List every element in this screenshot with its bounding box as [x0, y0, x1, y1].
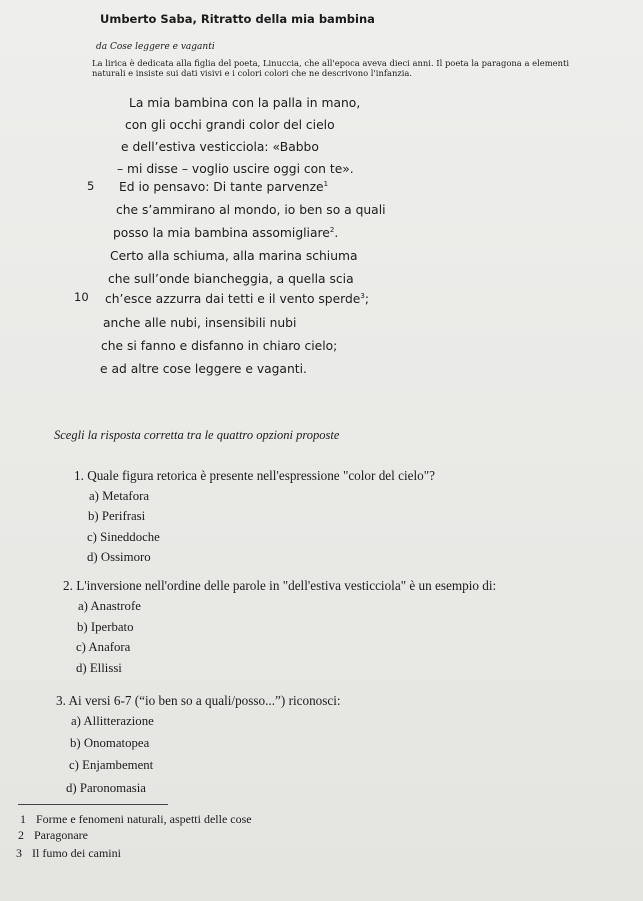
footnote-3: 3 Il fumo dei camini — [16, 846, 121, 860]
footnote-1: 1 Forme e fenomeni naturali, aspetti delle cose — [20, 812, 252, 826]
q1-option-a[interactable]: a) Metafora — [89, 489, 150, 503]
q2-option-b[interactable]: b) Iperbato — [77, 620, 134, 634]
q3-option-a[interactable]: a) Allitterazione — [71, 714, 154, 728]
verse-9: che sull’onde biancheggia, a quella scia — [108, 272, 354, 286]
footnote-2: 2 Paragonare — [18, 828, 88, 842]
footnote-mark-1: 1 — [323, 179, 329, 188]
verse-12: che si fanno e disfanno in chiaro cielo; — [101, 339, 338, 353]
verse-7: posso la mia bambina assomigliare$^2$. — [113, 225, 339, 240]
verse-1: La mia bambina con la palla in mano, — [129, 96, 361, 110]
q2-option-a[interactable]: a) Anastrofe — [78, 599, 141, 613]
verse-8: Certo alla schiuma, alla marina schiuma — [110, 249, 358, 263]
footnote-mark-3: 3 — [360, 291, 365, 300]
intro-paragraph: La lirica è dedicata alla figlia del poeta, Linuccia, che all'epoca aveva dieci anni. Il poeta la paragona a elementi naturali e insiste sui dati visivi e i colori colori che ne descrivono l'infanzia. — [92, 58, 570, 78]
question-1: 1. Quale figura retorica è presente nell'espressione "color del cielo"? — [74, 468, 435, 483]
question-2: 2. L'inversione nell'ordine delle parole in "dell'estiva vesticciola" è un esempio di: — [63, 578, 497, 593]
verse-2: con gli occhi grandi color del cielo — [125, 118, 335, 132]
q1-option-b[interactable]: b) Perifrasi — [88, 509, 146, 523]
verse-5: Ed io pensavo: Di tante parvenze$^1$ — [119, 179, 329, 194]
line-number-10: 10 — [74, 290, 89, 304]
q3-option-b[interactable]: b) Onomatopea — [70, 736, 150, 750]
footnote-divider — [18, 804, 168, 805]
verse-3: e dell’estiva vesticciola: «Babbo — [121, 140, 319, 154]
q1-option-d[interactable]: d) Ossimoro — [87, 550, 151, 564]
verse-13: e ad altre cose leggere e vaganti. — [100, 362, 307, 376]
line-number-5: 5 — [87, 179, 95, 193]
document-title: Umberto Saba, Ritratto della mia bambina — [100, 12, 375, 26]
verse-10: ch’esce azzurra dai tetti e il vento sperde$^3$; — [105, 291, 369, 306]
verse-4: – mi disse – voglio uscire oggi con te». — [117, 162, 354, 176]
verse-11: anche alle nubi, insensibili nubi — [103, 316, 297, 330]
q1-option-c[interactable]: c) Sineddoche — [87, 530, 160, 544]
question-3: 3. Ai versi 6-7 (“io ben so a quali/posso...”) riconosci: — [56, 693, 341, 708]
source-line: da Cose leggere e vaganti — [96, 42, 215, 52]
q2-option-d[interactable]: d) Ellissi — [76, 661, 122, 675]
instruction-text: Scegli la risposta corretta tra le quattro opzioni proposte — [54, 428, 340, 442]
q2-option-c[interactable]: c) Anafora — [76, 640, 131, 654]
verse-6: che s’ammirano al mondo, io ben so a quali — [116, 203, 386, 217]
footnote-mark-2: 2 — [329, 225, 335, 234]
q3-option-d[interactable]: d) Paronomasia — [66, 781, 146, 795]
q3-option-c[interactable]: c) Enjambement — [69, 758, 154, 772]
